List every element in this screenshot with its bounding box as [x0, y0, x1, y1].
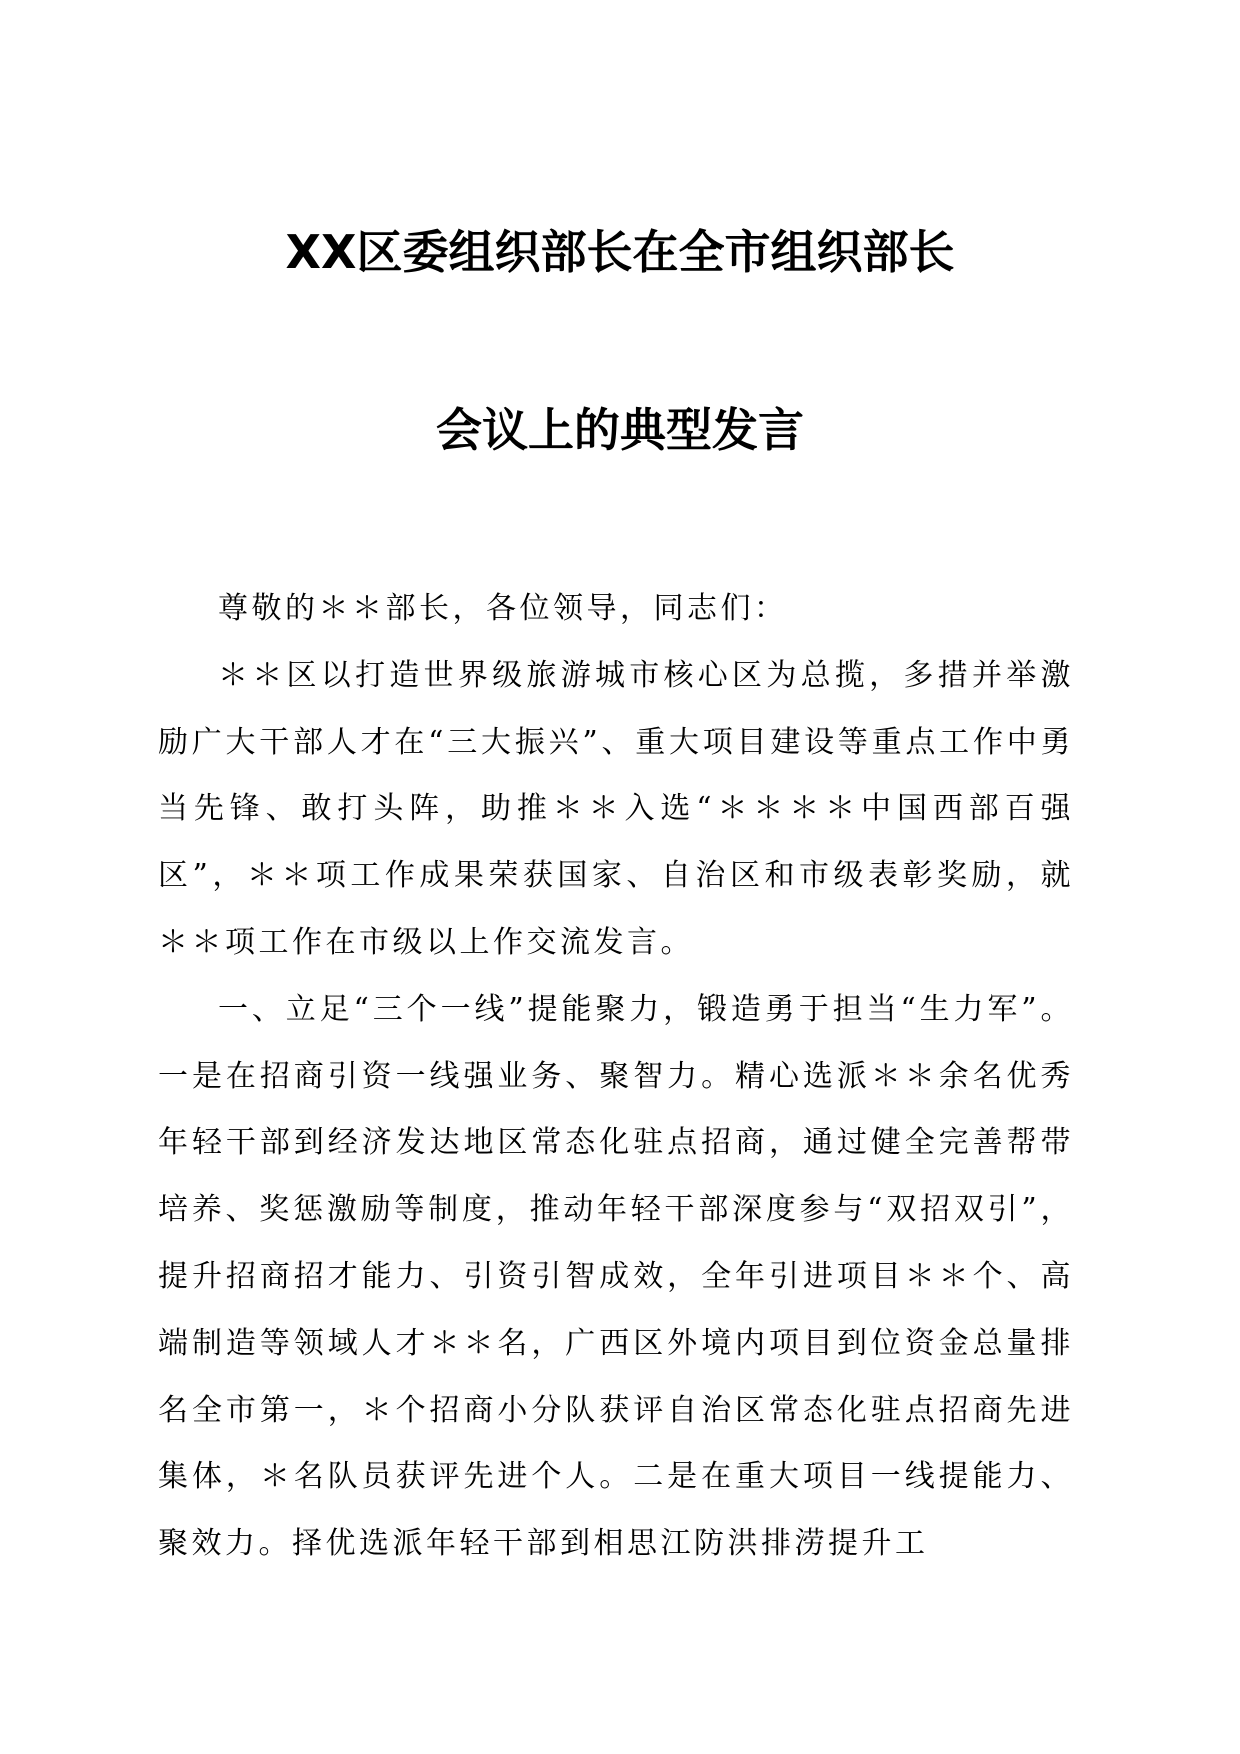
document-title-line-1: XX区委组织部长在全市组织部长	[285, 225, 955, 279]
document-title-line-2: 会议上的典型发言	[436, 403, 804, 457]
body-paragraph: 一、立足“三个一线”提能聚力，锻造勇于担当“生力军”。一是在招商引资一线强业务、聚智力。精心选派＊＊余名优秀年轻干部到经济发达地区常态化驻点招商，通过健全完善帮带培养、奖惩激励等制度，推动年轻干部深度参与“双招双引”，提升招商招才能力、引资引智成效，全年引进项目＊＊个、高端制造等领域人才＊＊名，广西区外境内项目到位资金总量排名全市第一，＊个招商小分队获评自治区常态化驻点招商先进集体，＊名队员获评先进个人。二是在重大项目一线提能力、聚效力。择优选派年轻干部到相思江防洪排涝提升工	[158, 991, 1074, 1562]
body-paragraph: ＊＊区以打造世界级旅游城市核心区为总揽，多措并举激励广大干部人才在“三大振兴”、重大项目建设等重点工作中勇当先锋、敢打头阵，助推＊＊入选“＊＊＊＊中国西部百强区”，＊＊项工作成果荣获国家、自治区和市级表彰奖励，就＊＊项工作在市级以上作交流发言。	[158, 657, 1074, 960]
salutation: 尊敬的＊＊部长，各位领导，同志们：	[218, 591, 788, 626]
document-body	[158, 576, 1074, 1578]
